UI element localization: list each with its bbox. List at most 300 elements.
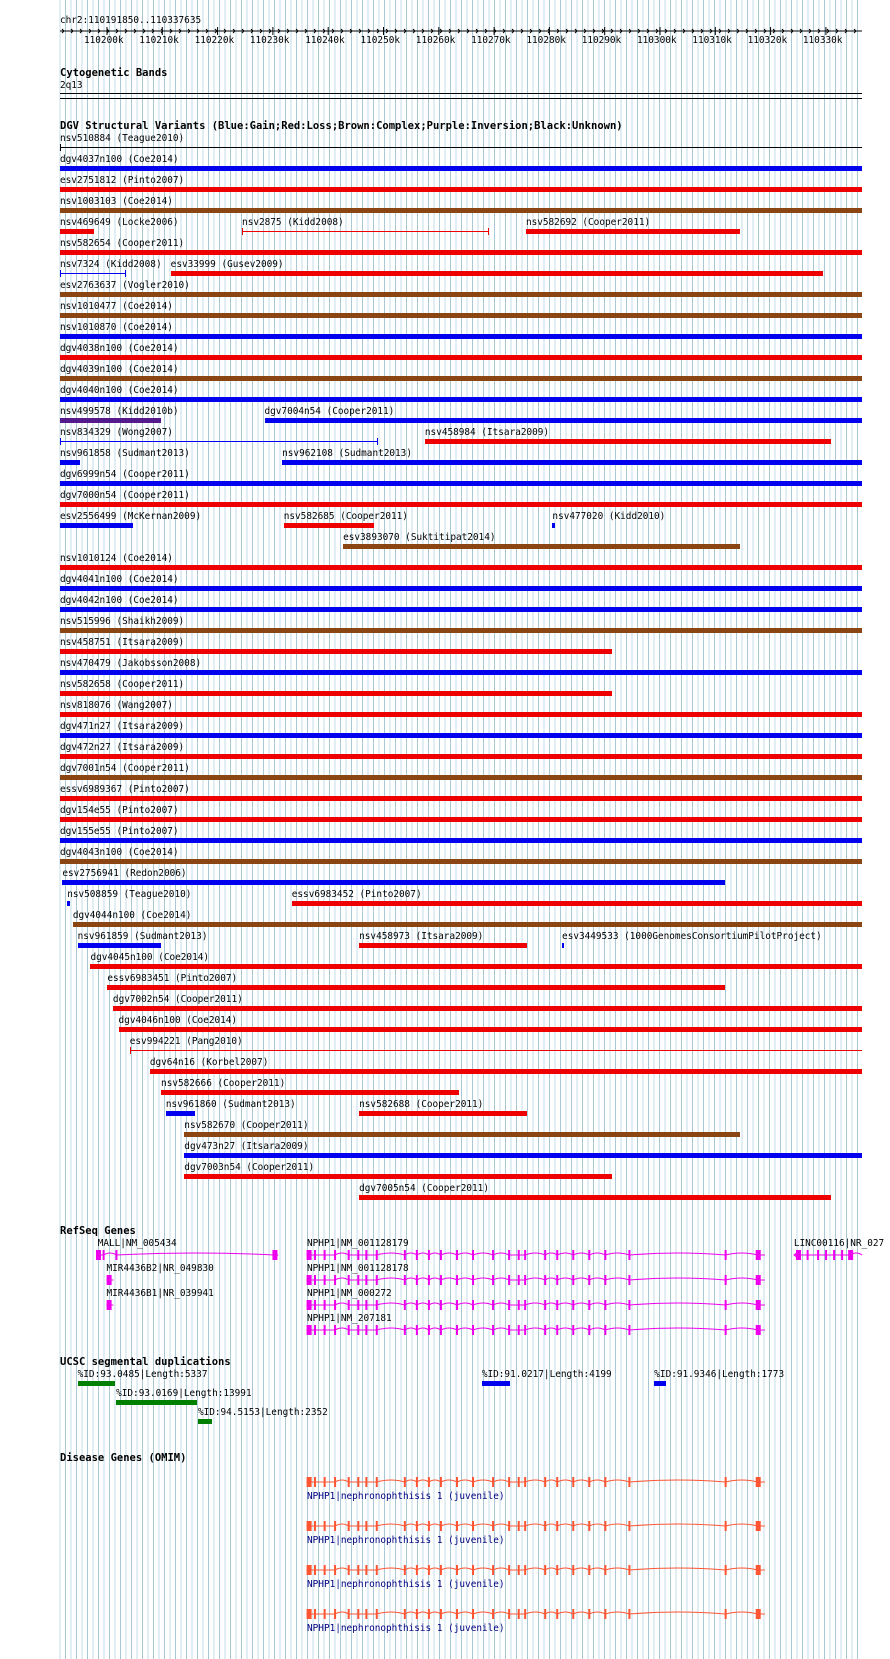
refseq-gene-exon (492, 1300, 494, 1310)
refseq-gene-exon (416, 1250, 418, 1260)
omim-gene-exon (456, 1609, 458, 1619)
dgv-feature-bar[interactable] (60, 775, 862, 780)
dgv-feature-label[interactable]: esv2751812 (Pinto2007) (60, 175, 185, 186)
omim-gene-exon (404, 1521, 406, 1531)
dgv-feature-label[interactable]: nsv961859 (Sudmant2013) (77, 931, 208, 942)
omim-gene-exon (518, 1521, 520, 1531)
refseq-gene-model[interactable] (95, 1249, 281, 1261)
refseq-gene-exon (456, 1250, 458, 1260)
omim-gene-exon (357, 1521, 359, 1531)
omim-gene-exon (416, 1565, 418, 1575)
dgv-feature-bar[interactable] (60, 229, 94, 234)
dgv-feature-label[interactable]: nsv515996 (Shaikh2009) (60, 616, 185, 627)
omim-gene-exon (314, 1521, 316, 1531)
ruler-tick-label: 110230k (249, 35, 290, 46)
omim-gene-exon (472, 1565, 474, 1575)
omim-gene-exon (334, 1565, 336, 1575)
dgv-feature-label[interactable]: dgv7003n54 (Cooper2011) (184, 1162, 315, 1173)
segdup-bar[interactable] (198, 1419, 212, 1424)
dgv-feature-label[interactable]: dgv473n27 (Itsara2009) (184, 1141, 309, 1152)
omim-gene-exon (334, 1521, 336, 1531)
omim-gene-label[interactable]: NPHP1|nephronophthisis 1 (juvenile) (307, 1623, 505, 1634)
dgv-feature-label[interactable]: essv6989367 (Pinto2007) (60, 784, 190, 795)
omim-gene-exon (508, 1565, 510, 1575)
refseq-gene-exon (96, 1250, 101, 1260)
refseq-gene-model[interactable] (104, 1274, 117, 1286)
refseq-gene-exon (456, 1275, 458, 1285)
dgv-feature-bar[interactable] (60, 691, 612, 696)
omim-gene-exon (404, 1565, 406, 1575)
dgv-feature-label[interactable]: nsv469649 (Locke2006) (60, 217, 179, 228)
refseq-gene-exon (115, 1250, 117, 1260)
segdup-label[interactable]: %ID:91.0217|Length:4199 (481, 1369, 612, 1380)
dgv-feature-bar[interactable] (171, 271, 824, 276)
omim-gene-model[interactable] (304, 1520, 768, 1532)
dgv-feature-bar[interactable] (60, 523, 133, 528)
dgv-feature-label[interactable]: dgv7002n54 (Cooper2011) (112, 994, 243, 1005)
omim-gene-exon (324, 1521, 326, 1531)
dgv-feature-label[interactable]: dgv4043n100 (Coe2014) (60, 847, 179, 858)
omim-gene-exon (416, 1521, 418, 1531)
omim-gene-exon (428, 1477, 430, 1487)
refseq-gene-exon (102, 1250, 104, 1260)
dgv-feature-label[interactable]: esv2756941 (Redon2006) (62, 868, 187, 879)
dgv-feature-label[interactable]: dgv4042n100 (Coe2014) (60, 595, 179, 606)
omim-gene-exon (544, 1565, 546, 1575)
refseq-gene-exon (334, 1300, 336, 1310)
refseq-gene-exon (588, 1275, 590, 1285)
dgv-feature-label[interactable]: nsv962108 (Sudmant2013) (282, 448, 412, 459)
refseq-gene-exon (524, 1300, 526, 1310)
dgv-feature-label[interactable]: nsv961860 (Sudmant2013) (165, 1099, 296, 1110)
omim-gene-label[interactable]: NPHP1|nephronophthisis 1 (juvenile) (307, 1491, 505, 1502)
dgv-feature-bar[interactable] (107, 985, 725, 990)
dgv-feature-label[interactable]: esv994221 (Pang2010) (129, 1036, 243, 1047)
dgv-feature-bar[interactable] (552, 523, 554, 528)
omim-gene-exon (628, 1521, 630, 1531)
omim-gene-exon (334, 1609, 336, 1619)
refseq-gene-label[interactable]: NPHP1|NM_000272 (307, 1288, 392, 1299)
omim-gene-exon (324, 1565, 326, 1575)
dgv-feature-bar[interactable] (60, 838, 862, 843)
omim-gene-exon (365, 1521, 367, 1531)
dgv-feature-bar[interactable] (113, 1006, 862, 1011)
dgv-feature-label[interactable]: nsv582688 (Cooper2011) (359, 1099, 484, 1110)
dgv-feature-bar[interactable] (73, 922, 862, 927)
omim-gene-exon (334, 1477, 336, 1487)
dgv-feature-label[interactable]: nsv1010870 (Coe2014) (60, 322, 173, 333)
omim-gene-exon (440, 1477, 442, 1487)
dgv-feature-bar[interactable] (60, 355, 862, 360)
omim-gene-exon (428, 1565, 430, 1575)
ruler-tick-label: 110200k (84, 35, 124, 46)
dgv-feature-label[interactable]: nsv1010477 (Coe2014) (60, 301, 173, 312)
segdup-bar[interactable] (78, 1381, 116, 1386)
refseq-gene-exon (588, 1325, 590, 1335)
segdup-label[interactable]: %ID:94.5153|Length:2352 (197, 1407, 328, 1418)
dgv-feature-bar[interactable] (62, 880, 724, 885)
dgv-feature-label[interactable]: nsv1003103 (Coe2014) (60, 196, 173, 207)
dgv-feature-label[interactable]: nsv582666 (Cooper2011) (161, 1078, 286, 1089)
dgv-feature-label[interactable]: nsv477020 (Kidd2010) (552, 511, 666, 522)
dgv-feature-bar[interactable] (60, 292, 862, 297)
dgv-feature-bar[interactable] (161, 1090, 459, 1095)
dgv-feature-label[interactable]: dgv4041n100 (Coe2014) (60, 574, 179, 585)
refseq-gene-exon (357, 1300, 359, 1310)
omim-gene-exon (416, 1477, 418, 1487)
refseq-gene-exon (628, 1275, 630, 1285)
cytoband-track-title: Cytogenetic Bands (60, 67, 168, 79)
refseq-gene-exon (725, 1300, 727, 1310)
omim-gene-exon (604, 1477, 606, 1487)
dgv-feature-label[interactable]: dgv7004n54 (Cooper2011) (264, 406, 395, 417)
refseq-gene-exon (272, 1250, 277, 1260)
refseq-gene-label[interactable]: LINC00116|NR_027 (793, 1238, 885, 1249)
refseq-gene-exon (725, 1325, 727, 1335)
dgv-feature-line[interactable] (60, 441, 378, 442)
dgv-track-title: DGV Structural Variants (Blue:Gain;Red:Loss;Brown:Complex;Purple:Inversion;Black:Unknown) (60, 120, 623, 132)
dgv-feature-bar[interactable] (60, 376, 862, 381)
segdup-bar[interactable] (116, 1400, 197, 1405)
refseq-gene-label[interactable]: NPHP1|NM_207181 (307, 1313, 392, 1324)
dgv-feature-bar[interactable] (60, 313, 862, 318)
omim-gene-exon (572, 1565, 574, 1575)
omim-gene-exon (544, 1477, 546, 1487)
omim-gene-exon (756, 1477, 761, 1487)
segdup-label[interactable]: %ID:93.0169|Length:13991 (116, 1388, 252, 1399)
dgv-feature-label[interactable]: nsv961858 (Sudmant2013) (60, 448, 190, 459)
refseq-gene-exon (572, 1300, 574, 1310)
dgv-feature-bar[interactable] (60, 334, 862, 339)
dgv-feature-bar[interactable] (526, 229, 740, 234)
refseq-gene-label[interactable]: MALL|NM_005434 (97, 1238, 177, 1249)
refseq-gene-exon (440, 1250, 442, 1260)
refseq-gene-exon (588, 1250, 590, 1260)
omim-gene-exon (572, 1521, 574, 1531)
refseq-gene-exon (524, 1325, 526, 1335)
omim-gene-exon (357, 1565, 359, 1575)
dgv-feature-label[interactable]: dgv154e55 (Pinto2007) (60, 805, 179, 816)
omim-gene-exon (628, 1609, 630, 1619)
dgv-feature-label[interactable]: esv2763637 (Vogler2010) (60, 280, 190, 291)
refseq-gene-exon (518, 1275, 520, 1285)
refseq-gene-model[interactable] (104, 1299, 117, 1311)
cytoband-line (60, 98, 862, 99)
dgv-feature-bar[interactable] (359, 1195, 831, 1200)
segdup-label[interactable]: %ID:91.9346|Length:1773 (654, 1369, 785, 1380)
refseq-gene-model[interactable] (304, 1274, 768, 1286)
dgv-feature-bar[interactable] (60, 649, 612, 654)
omim-gene-exon (588, 1609, 590, 1619)
refseq-gene-model[interactable] (304, 1324, 768, 1336)
omim-gene-exon (756, 1565, 761, 1575)
refseq-gene-label[interactable]: MIR4436B2|NR_049830 (106, 1263, 214, 1274)
refseq-gene-exon (314, 1275, 316, 1285)
dgv-feature-label[interactable]: dgv7005n54 (Cooper2011) (359, 1183, 489, 1194)
dgv-feature-bar[interactable] (359, 1111, 527, 1116)
refseq-gene-exon (544, 1250, 546, 1260)
refseq-gene-exon (588, 1300, 590, 1310)
dgv-feature-label[interactable]: nsv510884 (Teague2010) (60, 133, 185, 144)
refseq-gene-exon (314, 1250, 316, 1260)
dgv-feature-label[interactable]: dgv64n16 (Korbel2007) (149, 1057, 269, 1068)
dgv-feature-bar[interactable] (60, 418, 161, 423)
dgv-feature-bar[interactable] (60, 187, 862, 192)
omim-gene-label[interactable]: NPHP1|nephronophthisis 1 (juvenile) (307, 1535, 505, 1546)
refseq-gene-exon (348, 1325, 350, 1335)
dgv-feature-cap (60, 438, 61, 445)
refseq-gene-exon (348, 1300, 350, 1310)
dgv-feature-bar[interactable] (60, 712, 862, 717)
omim-gene-exon (365, 1565, 367, 1575)
dgv-feature-bar[interactable] (184, 1153, 862, 1158)
omim-gene-exon (628, 1565, 630, 1575)
refseq-gene-exon (572, 1325, 574, 1335)
refseq-gene-exon (518, 1250, 520, 1260)
refseq-gene-exon (492, 1275, 494, 1285)
omim-gene-model[interactable] (304, 1608, 768, 1620)
dgv-feature-label[interactable]: esv33999 (Gusev2009) (170, 259, 284, 270)
refseq-gene-exon (806, 1250, 808, 1260)
omim-gene-exon (524, 1609, 526, 1619)
omim-gene-exon (440, 1609, 442, 1619)
refseq-gene-exon (628, 1325, 630, 1335)
refseq-gene-exon (556, 1250, 558, 1260)
omim-gene-intron (307, 1568, 765, 1570)
dgv-feature-bar[interactable] (60, 754, 862, 759)
dgv-feature-label[interactable]: nsv582654 (Cooper2011) (60, 238, 185, 249)
refseq-gene-exon (472, 1300, 474, 1310)
ruler-tick-label: 110280k (526, 35, 566, 46)
refseq-gene-exon (456, 1325, 458, 1335)
dgv-feature-bar[interactable] (60, 502, 862, 507)
dgv-feature-bar[interactable] (282, 460, 862, 465)
dgv-feature-bar[interactable] (150, 1069, 862, 1074)
dgv-feature-bar[interactable] (60, 628, 862, 633)
dgv-feature-label[interactable]: nsv458973 (Itsara2009) (359, 931, 484, 942)
dgv-feature-bar[interactable] (562, 943, 564, 948)
omim-gene-exon (376, 1609, 378, 1619)
ruler-tick-label: 110320k (747, 35, 788, 46)
refseq-gene-exon (508, 1275, 510, 1285)
cytoband-label: 2q13 (60, 80, 83, 91)
refseq-gene-exon (348, 1250, 350, 1260)
dgv-feature-bar[interactable] (60, 208, 862, 213)
dgv-feature-line[interactable] (60, 147, 862, 148)
refseq-gene-exon (756, 1325, 761, 1335)
refseq-gene-exon (756, 1275, 761, 1285)
cytoband-line (60, 93, 862, 94)
dgv-feature-label[interactable]: dgv4038n100 (Coe2014) (60, 343, 179, 354)
refseq-gene-model[interactable] (791, 1249, 866, 1261)
refseq-gene-exon (416, 1325, 418, 1335)
omim-gene-exon (472, 1609, 474, 1619)
refseq-gene-exon (556, 1300, 558, 1310)
refseq-gene-exon (725, 1250, 727, 1260)
dgv-feature-bar[interactable] (359, 943, 527, 948)
dgv-feature-bar[interactable] (78, 943, 161, 948)
dgv-feature-bar[interactable] (425, 439, 831, 444)
dgv-feature-label[interactable]: dgv4044n100 (Coe2014) (72, 910, 192, 921)
dgv-feature-label[interactable]: dgv472n27 (Itsara2009) (60, 742, 185, 753)
refseq-track-title: RefSeq Genes (60, 1225, 136, 1237)
omim-gene-exon (376, 1565, 378, 1575)
dgv-feature-bar[interactable] (60, 817, 862, 822)
refseq-gene-exon (556, 1325, 558, 1335)
omim-gene-exon (348, 1477, 350, 1487)
refseq-gene-exon (572, 1275, 574, 1285)
dgv-feature-label[interactable]: nsv499578 (Kidd2010b) (60, 406, 179, 417)
dgv-feature-label[interactable]: dgv155e55 (Pinto2007) (60, 826, 179, 837)
dgv-feature-label[interactable]: dgv471n27 (Itsara2009) (60, 721, 185, 732)
omim-gene-exon (472, 1477, 474, 1487)
dgv-feature-cap (60, 270, 61, 277)
refseq-gene-exon (492, 1250, 494, 1260)
dgv-feature-bar[interactable] (184, 1132, 740, 1137)
dgv-feature-label[interactable]: dgv4039n100 (Coe2014) (60, 364, 179, 375)
omim-gene-exon (524, 1565, 526, 1575)
refseq-gene-exon (428, 1300, 430, 1310)
dgv-feature-bar[interactable] (343, 544, 740, 549)
ruler-tick-label: 110220k (194, 35, 235, 46)
refseq-gene-intron (307, 1303, 765, 1305)
dgv-feature-bar[interactable] (284, 523, 375, 528)
dgv-feature-label[interactable]: nsv1010124 (Coe2014) (60, 553, 173, 564)
dgv-feature-label[interactable]: dgv6999n54 (Cooper2011) (60, 469, 190, 480)
ruler-tick-label: 110290k (581, 35, 622, 46)
dgv-feature-bar[interactable] (265, 418, 862, 423)
omim-gene-exon (440, 1565, 442, 1575)
dgv-feature-label[interactable]: esv3449533 (1000GenomesConsortiumPilotProject) (562, 931, 822, 942)
refseq-gene-exon (334, 1325, 336, 1335)
omim-gene-exon (544, 1521, 546, 1531)
omim-gene-exon (556, 1609, 558, 1619)
dgv-feature-bar[interactable] (60, 565, 862, 570)
segdup-bar[interactable] (654, 1381, 665, 1386)
refseq-gene-model[interactable] (304, 1249, 768, 1261)
dgv-feature-label[interactable]: nsv458751 (Itsara2009) (60, 637, 185, 648)
dgv-feature-bar[interactable] (60, 859, 862, 864)
refseq-gene-exon (314, 1300, 316, 1310)
refseq-gene-label[interactable]: MIR4436B1|NR_039941 (106, 1288, 214, 1299)
refseq-gene-label[interactable]: NPHP1|NM_001128178 (307, 1263, 409, 1274)
refseq-gene-exon (508, 1300, 510, 1310)
omim-gene-intron (307, 1612, 765, 1614)
dgv-feature-cap (488, 228, 489, 235)
dgv-feature-label[interactable]: nsv582685 (Cooper2011) (283, 511, 408, 522)
refseq-gene-exon (314, 1325, 316, 1335)
refseq-gene-exon (841, 1250, 843, 1260)
dgv-feature-bar[interactable] (60, 670, 862, 675)
dgv-feature-label[interactable]: nsv582670 (Cooper2011) (184, 1120, 309, 1131)
dgv-feature-line[interactable] (242, 231, 489, 232)
omim-gene-exon (628, 1477, 630, 1487)
omim-gene-intron (307, 1480, 765, 1482)
dgv-feature-bar[interactable] (119, 1027, 862, 1032)
dgv-feature-label[interactable]: essv6983452 (Pinto2007) (291, 889, 422, 900)
dgv-feature-bar[interactable] (60, 607, 862, 612)
refseq-gene-exon (544, 1300, 546, 1310)
refseq-gene-exon (376, 1300, 378, 1310)
refseq-gene-exon (428, 1275, 430, 1285)
omim-gene-model[interactable] (304, 1564, 768, 1576)
dgv-feature-bar[interactable] (60, 460, 80, 465)
refseq-gene-label[interactable]: NPHP1|NM_001128179 (307, 1238, 409, 1249)
segdup-bar[interactable] (482, 1381, 510, 1386)
dgv-feature-bar[interactable] (60, 733, 862, 738)
ruler-tick-label: 110210k (139, 35, 179, 46)
refseq-gene-exon (404, 1300, 406, 1310)
dgv-feature-bar[interactable] (60, 481, 862, 486)
dgv-feature-label[interactable]: nsv582692 (Cooper2011) (525, 217, 651, 228)
refseq-gene-exon (472, 1325, 474, 1335)
omim-gene-model[interactable] (304, 1476, 768, 1488)
dgv-feature-label[interactable]: nsv508859 (Teague2010) (67, 889, 192, 900)
dgv-feature-bar[interactable] (60, 166, 862, 171)
dgv-feature-label[interactable]: dgv4045n100 (Coe2014) (90, 952, 209, 963)
dgv-feature-label[interactable]: nsv470479 (Jakobsson2008) (60, 658, 202, 669)
dgv-feature-label[interactable]: dgv7001n54 (Cooper2011) (60, 763, 190, 774)
omim-gene-exon (725, 1609, 727, 1619)
dgv-feature-label[interactable]: nsv818076 (Wang2007) (60, 700, 173, 711)
dgv-feature-label[interactable]: nsv458984 (Itsara2009) (424, 427, 550, 438)
dgv-feature-bar[interactable] (60, 796, 862, 801)
dgv-feature-label[interactable]: nsv834329 (Wong2007) (60, 427, 173, 438)
dgv-feature-label[interactable]: esv3893070 (Suktitipat2014) (343, 532, 496, 543)
omim-gene-exon (365, 1477, 367, 1487)
segdup-label[interactable]: %ID:93.0485|Length:5337 (77, 1369, 208, 1380)
dgv-feature-line[interactable] (60, 273, 126, 274)
omim-gene-label[interactable]: NPHP1|nephronophthisis 1 (juvenile) (307, 1579, 505, 1590)
omim-gene-exon (348, 1521, 350, 1531)
dgv-feature-bar[interactable] (184, 1174, 611, 1179)
refseq-gene-exon (324, 1300, 326, 1310)
omim-gene-intron (307, 1524, 765, 1526)
dgv-feature-bar[interactable] (60, 586, 862, 591)
dgv-feature-label[interactable]: dgv4046n100 (Coe2014) (118, 1015, 238, 1026)
refseq-gene-exon (518, 1300, 520, 1310)
omim-gene-exon (756, 1609, 761, 1619)
dgv-feature-bar[interactable] (292, 901, 862, 906)
dgv-feature-line[interactable] (130, 1050, 862, 1051)
dgv-feature-bar[interactable] (166, 1111, 195, 1116)
refseq-gene-model[interactable] (304, 1299, 768, 1311)
omim-gene-exon (518, 1477, 520, 1487)
refseq-gene-exon (428, 1325, 430, 1335)
dgv-feature-bar[interactable] (60, 250, 862, 255)
dgv-feature-label[interactable]: essv6983451 (Pinto2007) (107, 973, 238, 984)
dgv-feature-label[interactable]: esv2556499 (McKernan2009) (60, 511, 202, 522)
refseq-gene-exon (825, 1250, 827, 1260)
dgv-feature-bar[interactable] (67, 901, 69, 906)
dgv-feature-label[interactable]: dgv7000n54 (Cooper2011) (60, 490, 190, 501)
dgv-feature-label[interactable]: dgv4037n100 (Coe2014) (60, 154, 179, 165)
dgv-feature-bar[interactable] (60, 397, 862, 402)
omim-gene-exon (508, 1609, 510, 1619)
dgv-feature-label[interactable]: nsv2875 (Kidd2008) (242, 217, 344, 228)
dgv-feature-label[interactable]: dgv4040n100 (Coe2014) (60, 385, 179, 396)
refseq-gene-exon (365, 1275, 367, 1285)
refseq-gene-exon (324, 1275, 326, 1285)
refseq-gene-exon (796, 1250, 801, 1260)
segdup-track-title: UCSC segmental duplications (60, 1356, 231, 1368)
omim-gene-exon (544, 1609, 546, 1619)
omim-gene-exon (440, 1521, 442, 1531)
dgv-feature-bar[interactable] (90, 964, 862, 969)
refseq-gene-exon (628, 1300, 630, 1310)
dgv-feature-label[interactable]: nsv582658 (Cooper2011) (60, 679, 185, 690)
dgv-feature-label[interactable]: nsv7324 (Kidd2008) (60, 259, 162, 270)
